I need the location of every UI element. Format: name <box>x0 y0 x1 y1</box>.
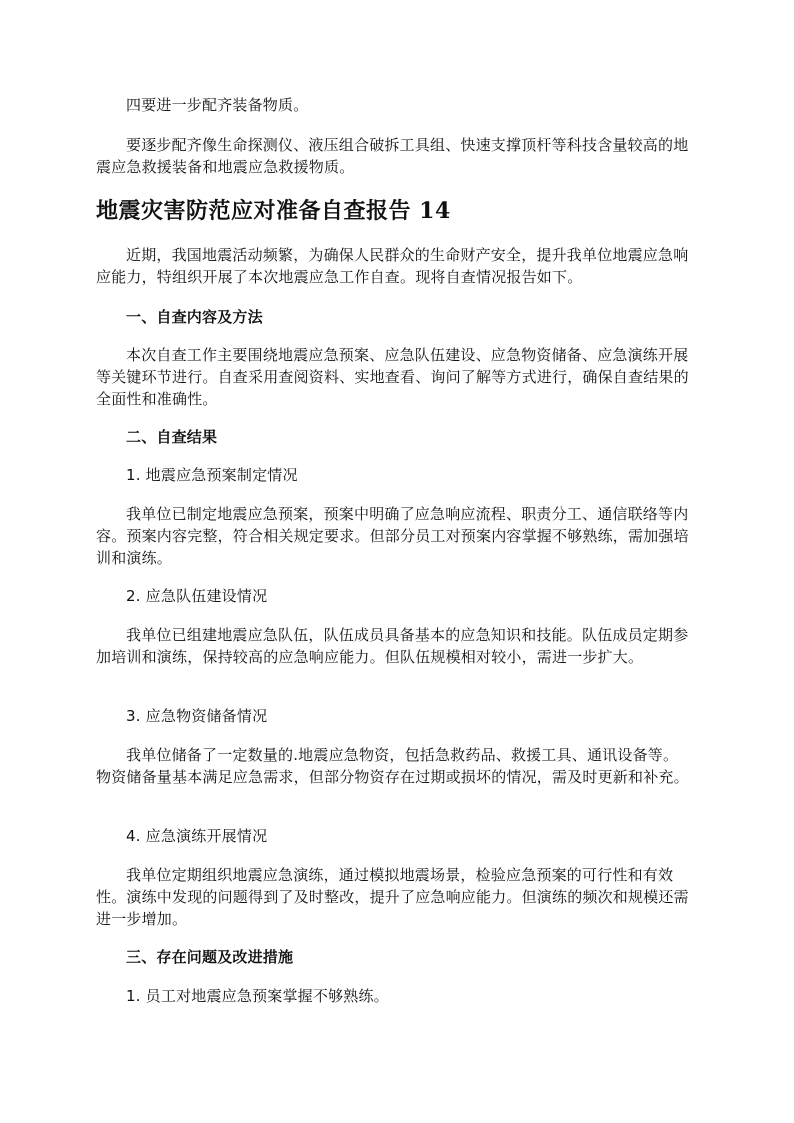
item3-text: 我单位储备了一定数量的.地震应急物资，包括急救药品、救援工具、通讯设备等。物资储备量基本满足应急需求，但部分物资存在过期或损坏的情况，需及时更新和补充。 <box>96 746 689 786</box>
intro-text: 要逐步配齐像生命探测仪、液压组合破拆工具组、快速支撑顶杆等科技含量较高的地震应急救援装备和地震应急救援物质。 <box>96 136 689 176</box>
section1-text: 本次自查工作主要围绕地震应急预案、应急队伍建设、应急物资储备、应急演练开展等关键环节进行。自查采用查阅资料、实地查看、询问了解等方式进行，确保自查结果的全面性和准确性。 <box>96 346 689 408</box>
item1-heading: 1. 地震应急预案制定情况 <box>126 466 298 484</box>
section3-heading: 三、存在问题及改进措施 <box>126 948 294 966</box>
item4-text: 我单位定期组织地震应急演练，通过模拟地震场景，检验应急预案的可行性和有效性。演练中发现的问题得到了及时整改，提升了应急响应能力。但演练的频次和规模还需进一步增加。 <box>96 866 689 928</box>
intro-item: 四要进一步配齐装备物质。 <box>126 96 309 114</box>
item3-heading: 3. 应急物资储备情况 <box>126 707 268 725</box>
item1-text: 我单位已制定地震应急预案，预案中明确了应急响应流程、职责分工、通信联络等内容。预案内容完整，符合相关规定要求。但部分员工对预案内容掌握不够熟练，需加强培训和演练。 <box>96 505 689 567</box>
problem1-text: 1. 员工对地震应急预案掌握不够熟练。 <box>126 987 389 1005</box>
report-title: 地震灾害防范应对准备自查报告 14 <box>96 198 451 224</box>
section1-heading: 一、自查内容及方法 <box>126 308 263 326</box>
item2-text: 我单位已组建地震应急队伍，队伍成员具备基本的应急知识和技能。队伍成员定期参加培训和演练，保持较高的应急响应能力。但队伍规模相对较小，需进一步扩大。 <box>96 626 689 666</box>
section2-heading: 二、自查结果 <box>126 428 218 446</box>
opening-paragraph: 近期，我国地震活动频繁，为确保人民群众的生命财产安全，提升我单位地震应急响应能力，特组织开展了本次地震应急工作自查。现将自查情况报告如下。 <box>96 246 689 286</box>
item4-heading: 4. 应急演练开展情况 <box>126 827 268 845</box>
item2-heading: 2. 应急队伍建设情况 <box>126 587 268 605</box>
